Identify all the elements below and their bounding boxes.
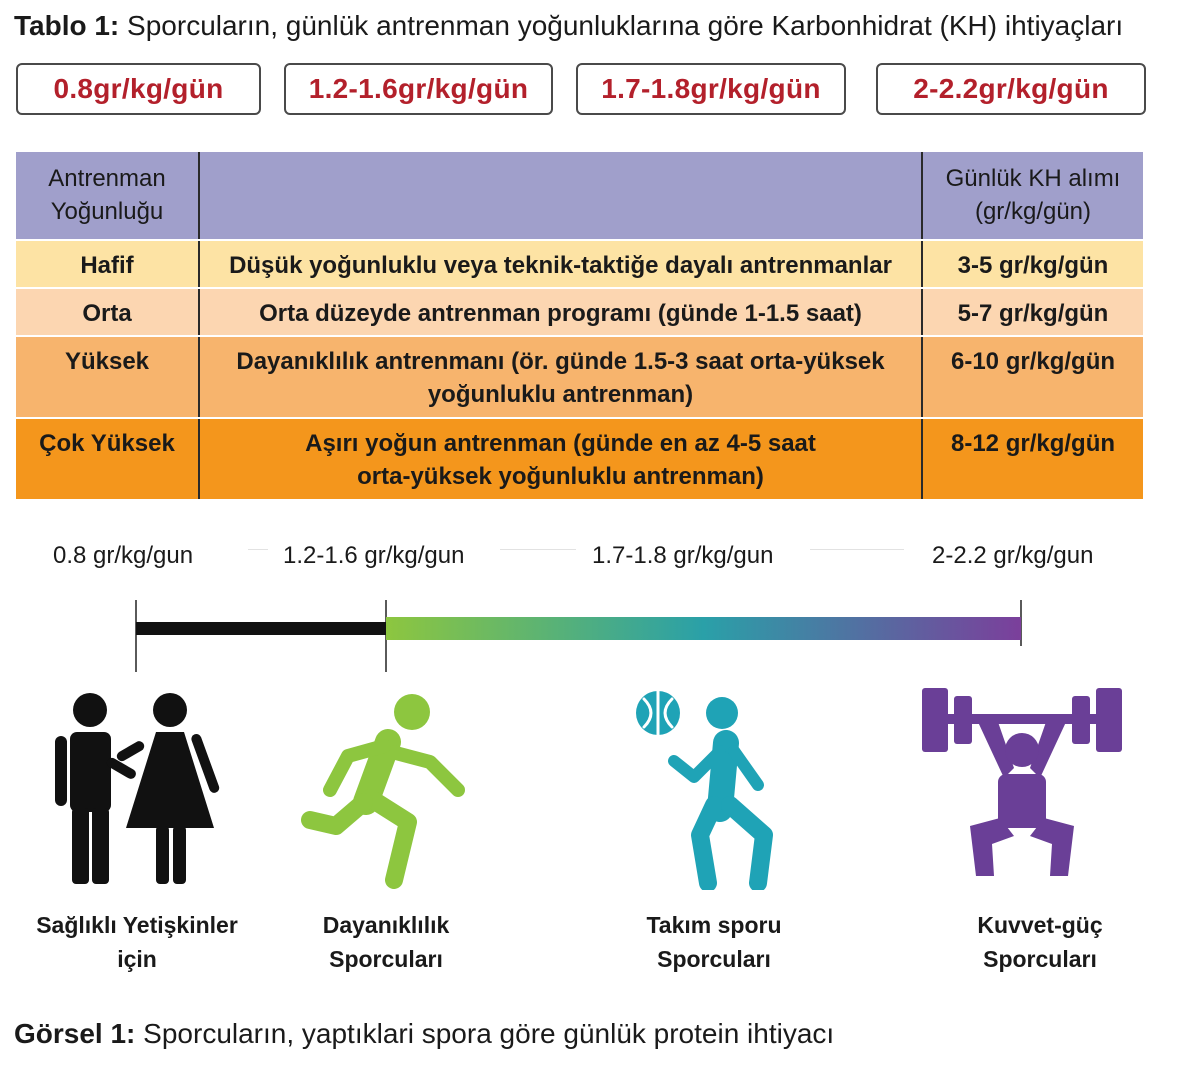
- category-label-line1: Dayanıklılık: [322, 912, 450, 938]
- header-intensity-line2: Yoğunluğu: [50, 198, 164, 225]
- row-intake: 6-10 gr/kg/gün: [922, 336, 1143, 418]
- row-description-line2: yoğunluklu antrenman): [427, 381, 694, 408]
- scale-label-strength: 2-2.2 gr/kg/gun: [932, 542, 1094, 569]
- couple-icon: [50, 690, 220, 890]
- runner-icon: [300, 690, 480, 890]
- badge-endurance: 1.2-1.6gr/kg/gün: [284, 63, 553, 115]
- weightlifter-icon: [922, 686, 1122, 886]
- badge-strength: 2-2.2gr/kg/gün: [876, 63, 1146, 115]
- category-label-healthy: [24, 908, 250, 976]
- category-label-line2: için: [117, 946, 157, 972]
- row-intensity: Hafif: [16, 240, 199, 288]
- scale-segment-healthy: [136, 622, 386, 635]
- scale-label-endurance: 1.2-1.6 gr/kg/gun: [283, 542, 465, 569]
- category-label-line2: Sporcuları: [983, 946, 1097, 972]
- row-intensity: Orta: [16, 288, 199, 336]
- category-label-strength: [940, 908, 1140, 976]
- figure-caption-label: Görsel 1:: [14, 1018, 136, 1049]
- row-intake: 8-12 gr/kg/gün: [922, 418, 1143, 500]
- table-caption-text: Sporcuların, günlük antrenman yoğunluklarına göre Karbonhidrat (KH) ihtiyaçları: [119, 10, 1124, 41]
- header-intake-line1: Günlük KH alımı: [945, 165, 1121, 192]
- ball-player-icon: [630, 685, 790, 890]
- category-label-team: [614, 908, 814, 976]
- header-intensity-line1: Antrenman: [48, 165, 166, 192]
- row-description-line1: Düşük yoğunluklu veya teknik-taktiğe dayalı antrenmanlar: [229, 252, 892, 279]
- figure-caption: [14, 1018, 834, 1050]
- row-description-line2: orta-yüksek yoğunluklu antrenman): [357, 463, 764, 490]
- row-intensity: Yüksek: [16, 336, 199, 418]
- table-caption-label: Tablo 1:: [14, 10, 120, 41]
- header-intake-line2: (gr/kg/gün): [974, 198, 1092, 225]
- row-intake: 5-7 gr/kg/gün: [922, 288, 1143, 336]
- row-intake: 3-5 gr/kg/gün: [922, 240, 1143, 288]
- category-label-line2: Sporcuları: [329, 946, 443, 972]
- category-label-line1: Takım sporu: [646, 912, 782, 938]
- category-label-endurance: [286, 908, 486, 976]
- scale-segment-athletes: [386, 617, 1021, 640]
- badge-team-sport: 1.7-1.8gr/kg/gün: [576, 63, 846, 115]
- row-description-line1: Aşırı yoğun antrenman (günde en az 4-5 saat: [305, 430, 816, 457]
- badge-healthy-adults: 0.8gr/kg/gün: [16, 63, 261, 115]
- row-description-line1: Dayanıklılık antrenmanı (ör. günde 1.5-3 saat orta-yüksek: [236, 348, 885, 375]
- category-label-line2: Sporcuları: [657, 946, 771, 972]
- figure-caption-text: Sporcuların, yaptıklari spora göre günlük protein ihtiyacı: [135, 1018, 835, 1049]
- row-intensity: Çok Yüksek: [16, 418, 199, 500]
- category-label-line1: Sağlıklı Yetişkinler: [36, 912, 238, 938]
- category-label-line1: Kuvvet-güç: [977, 912, 1103, 938]
- scale-label-healthy: 0.8 gr/kg/gun: [53, 542, 194, 569]
- scale-label-team: 1.7-1.8 gr/kg/gun: [592, 542, 774, 569]
- row-description-line1: Orta düzeyde antrenman programı (günde 1-1.5 saat): [259, 300, 862, 327]
